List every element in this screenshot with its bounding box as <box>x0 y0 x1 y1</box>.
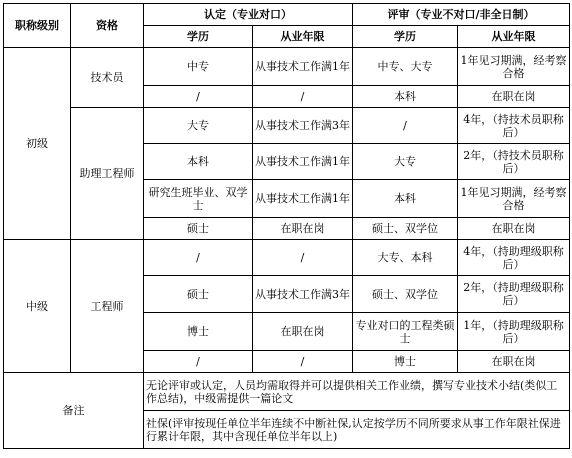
cell-years-review: 4年，（持助理级职称后） <box>458 240 570 276</box>
level-middle: 中级 <box>4 240 71 373</box>
cell-education-review: 大专 <box>353 144 458 180</box>
table-row <box>4 108 570 144</box>
header-review: 评审（专业不对口/非全日制） <box>353 4 570 26</box>
header-level: 职称级别 <box>4 4 71 48</box>
cell-years: 从事技术工作满1年 <box>253 180 353 218</box>
note-1: 无论评审或认定，人员均需取得并可以提供相关工作业绩，撰写专业技术小结(类似工作总结)，中级需提供一篇论文 <box>144 373 570 411</box>
cell-years-review: 1年，（持助理级职称后） <box>458 313 570 351</box>
cell-years: 在职在岗 <box>253 218 353 240</box>
cell-education-review: 博士 <box>353 351 458 373</box>
qual-asst-engineer: 助理工程师 <box>71 108 144 240</box>
cell-years-review: 2年，（持技术员职称后） <box>458 144 570 180</box>
table-row <box>4 240 570 276</box>
cell-years-review: 2年，（持助理级职称后） <box>458 276 570 313</box>
cell-education-review: 硕士、双学位 <box>353 218 458 240</box>
cell-education: / <box>144 86 253 108</box>
notes-row <box>4 373 570 411</box>
header-education-review: 学历 <box>353 26 458 48</box>
header-recognition: 认定（专业对口） <box>144 4 353 26</box>
qual-technician: 技术员 <box>71 48 144 108</box>
header-years: 从业年限 <box>253 26 353 48</box>
cell-education-review: 中专、大专 <box>353 48 458 86</box>
cell-education-review: 专业对口的工程类硕士 <box>353 313 458 351</box>
header-education: 学历 <box>144 26 253 48</box>
cell-years-review: 在职在岗 <box>458 351 570 373</box>
cell-years-review: 1年见习期满，经考察合格 <box>458 180 570 218</box>
cell-education: 中专 <box>144 48 253 86</box>
cell-years: / <box>253 86 353 108</box>
cell-years-review: 在职在岗 <box>458 86 570 108</box>
cell-years: 从事技术工作满3年 <box>253 108 353 144</box>
level-junior: 初级 <box>4 48 71 240</box>
cell-years: 从事技术工作满1年 <box>253 144 353 180</box>
cell-years: 从事技术工作满3年 <box>253 276 353 313</box>
header-qualification: 资格 <box>71 4 144 48</box>
cell-years-review: 1年见习期满，经考察合格 <box>458 48 570 86</box>
header-years-review: 从业年限 <box>458 26 570 48</box>
note-2: 社保(评审按现任单位半年连续不中断社保,认定按学历不同所要求从事工作年限社保进行累计年限，其中含现任单位半年以上) <box>144 411 570 449</box>
cell-years: / <box>253 351 353 373</box>
cell-education: 硕士 <box>144 276 253 313</box>
cell-education: 研究生班毕业、双学士 <box>144 180 253 218</box>
cell-education: / <box>144 240 253 276</box>
cell-years-review: 在职在岗 <box>458 218 570 240</box>
cell-education-review: / <box>353 108 458 144</box>
cell-years: 在职在岗 <box>253 313 353 351</box>
cell-education: 本科 <box>144 144 253 180</box>
cell-education: / <box>144 351 253 373</box>
cell-education-review: 大专、本科 <box>353 240 458 276</box>
cell-education: 大专 <box>144 108 253 144</box>
cell-education-review: 本科 <box>353 180 458 218</box>
cell-years: 从事技术工作满1年 <box>253 48 353 86</box>
qual-engineer: 工程师 <box>71 240 144 373</box>
cell-education-review: 本科 <box>353 86 458 108</box>
cell-education: 博士 <box>144 313 253 351</box>
cell-years-review: 4年，（持技术员职称后） <box>458 108 570 144</box>
qualification-table <box>3 3 570 449</box>
cell-education-review: 硕士、双学位 <box>353 276 458 313</box>
notes-label: 备注 <box>4 373 144 449</box>
cell-education: 硕士 <box>144 218 253 240</box>
cell-years: / <box>253 240 353 276</box>
table-row <box>4 48 570 86</box>
